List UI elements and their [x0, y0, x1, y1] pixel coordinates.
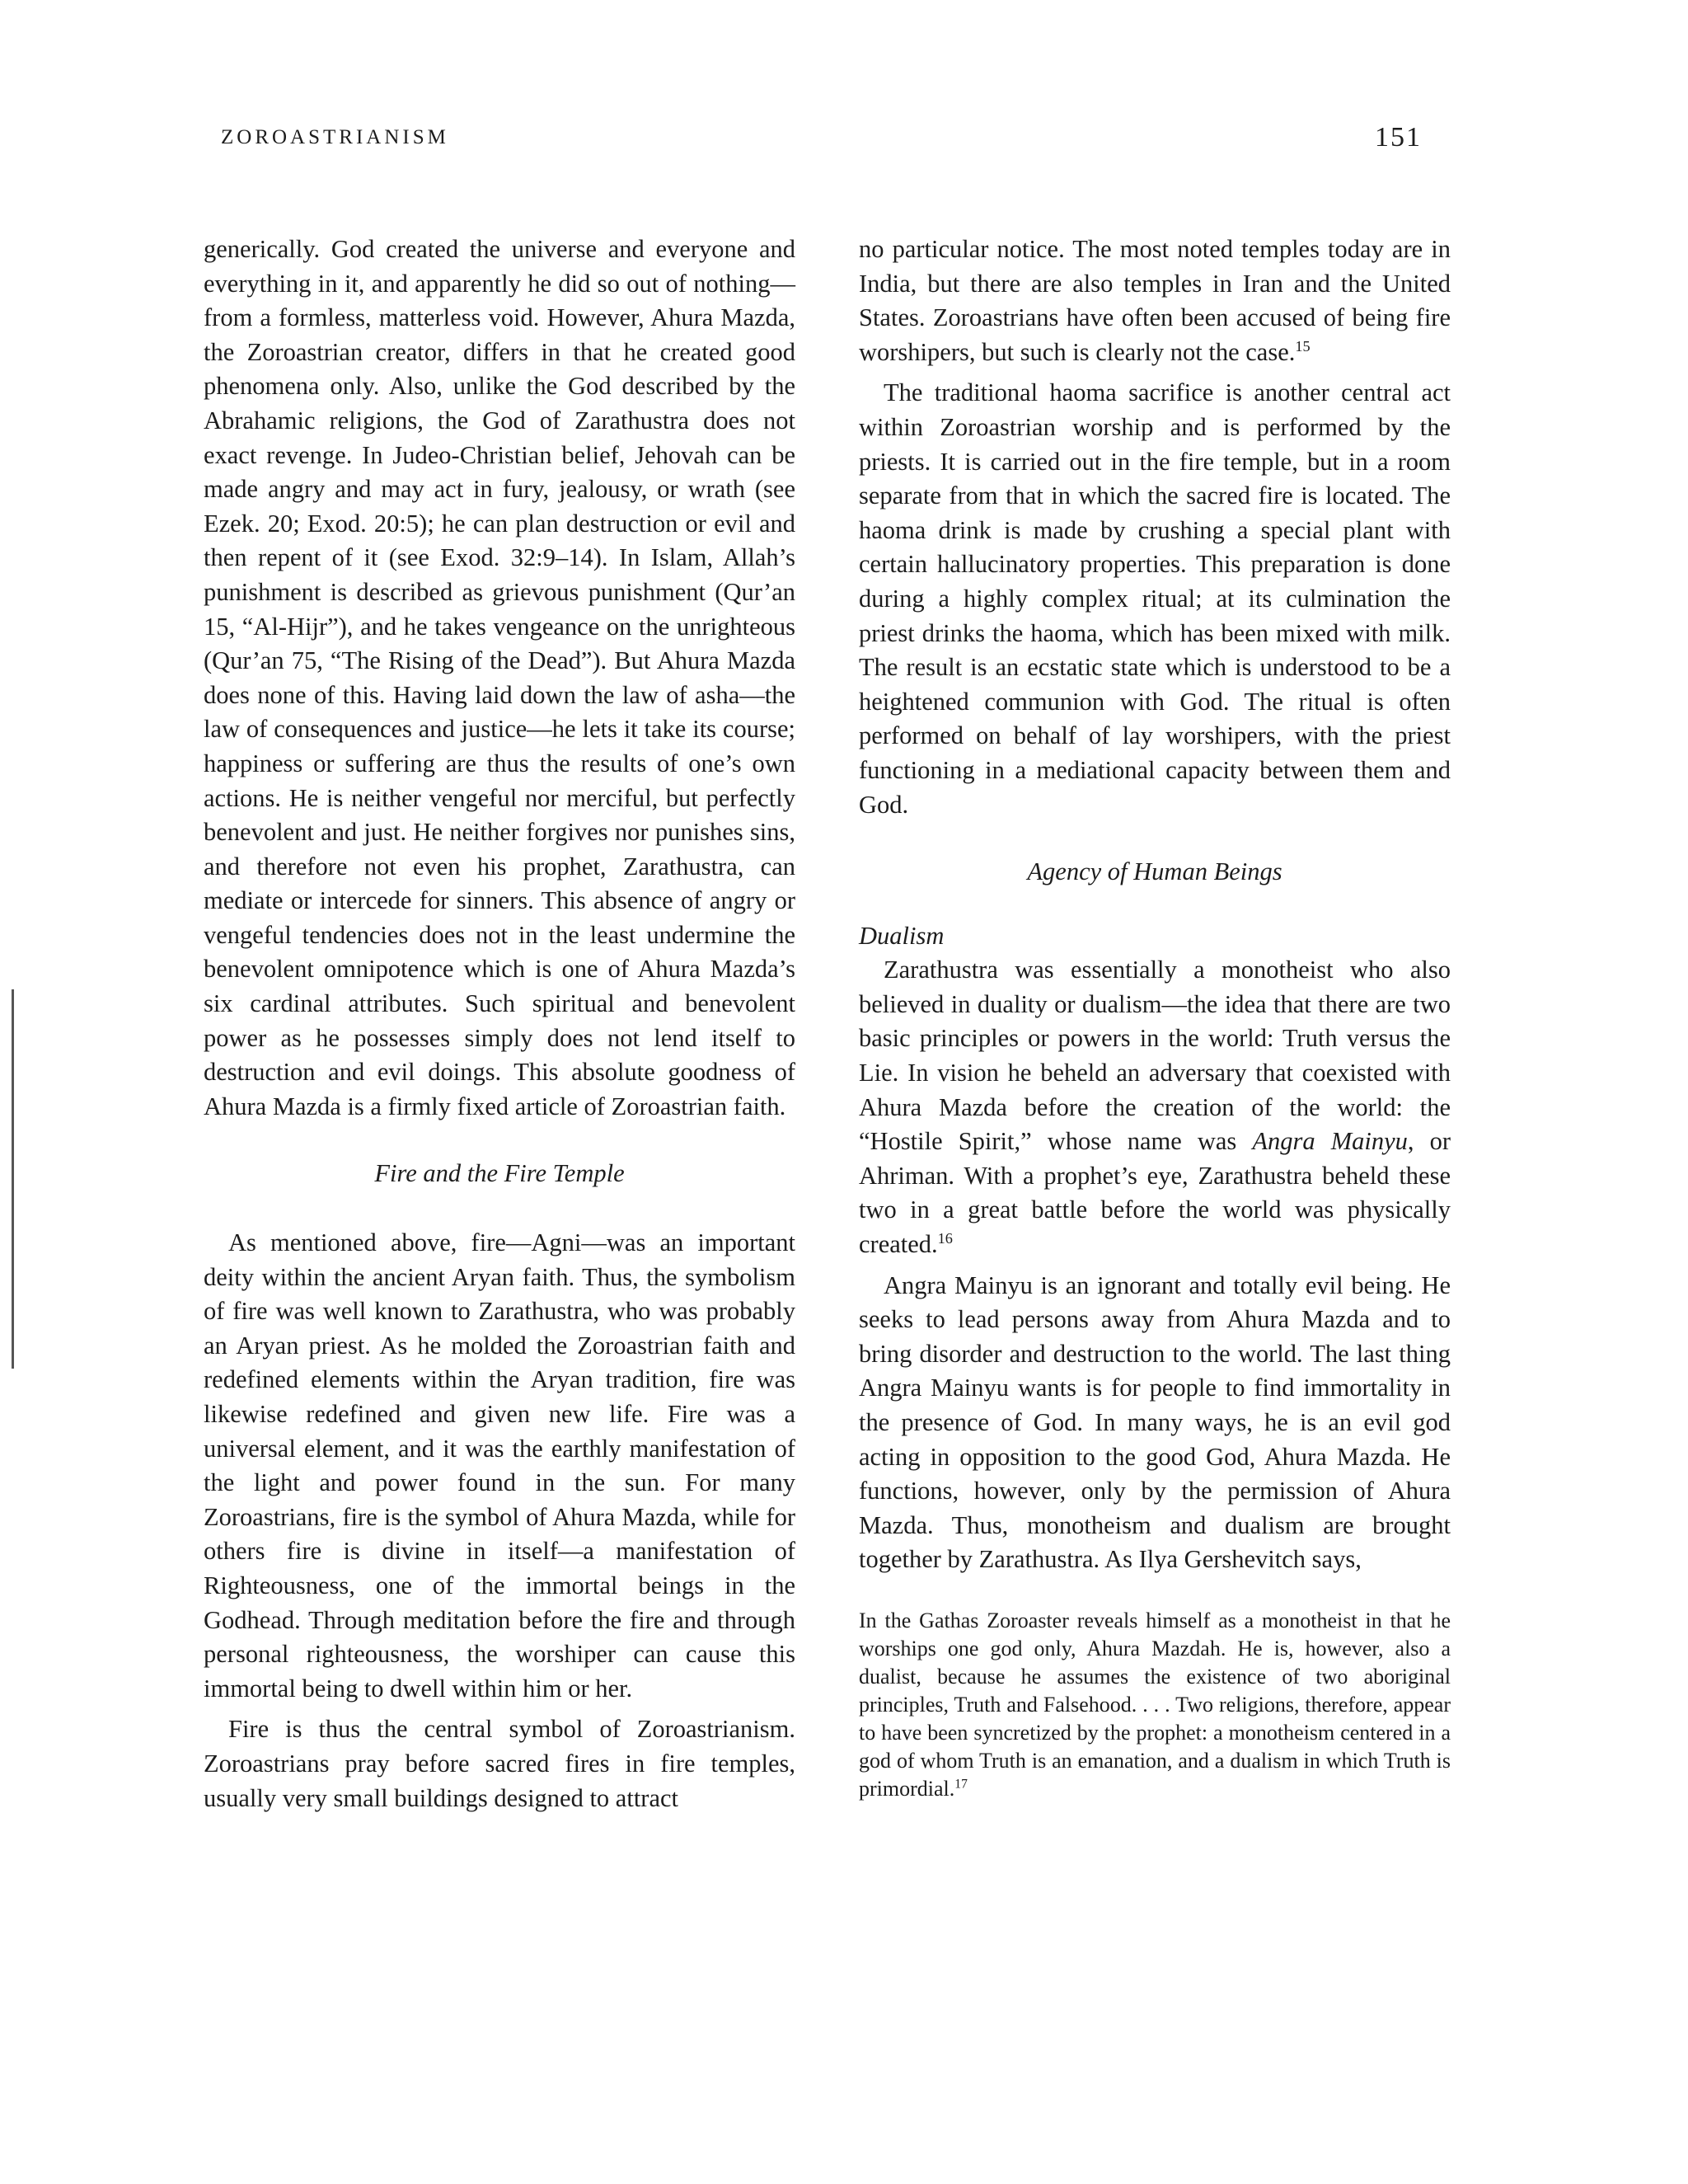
left-column — [204, 232, 795, 1815]
section-heading: Agency of Human Beings — [1027, 857, 1282, 886]
running-head: ZOROASTRIANISM — [221, 126, 449, 148]
footnote-ref: 15 — [1295, 337, 1311, 355]
paragraph: As mentioned above, fire—Agni—was an important deity within the ancient Aryan faith. Thus, the symbolism of fire was well known to Zarathustra, who was probably an Aryan priest. As he molded the Zoroastrian faith and redefined elements within the Aryan tradition, fire was likewise redefined and given new life. Fire was a universal element, and it was the earthly manifestation of the light and power found in the sun. For many Zoroastrians, fire is the symbol of Ahura Mazda, while for others fire is divine in itself—a manifestation of Righteousness, one of the immortal beings in the Godhead. Through meditation before the fire and through personal righteousness, the worshiper can cause this immortal being to dwell within him or her. — [204, 1228, 795, 1703]
paragraph: Fire is thus the central symbol of Zoroastrianism. Zoroastrians pray before sacred fires in fire temples, usually very small buildings designed to attract — [204, 1715, 795, 1812]
footnote-ref: 16 — [937, 1229, 953, 1247]
block-quote — [859, 1607, 1451, 1803]
paragraph-text: Zarathustra was essentially a monotheist who also believed in duality or dualism—the idea that there are two basic principles or powers in the world: Truth versus the Lie. In vision he beheld an adversary that coexisted with Ahura Mazda before the creation of the world: the “Hostile Spirit,” whose name was — [859, 956, 1451, 1156]
italic-term: Angra Mainyu — [1252, 1127, 1408, 1156]
paragraph: Angra Mainyu is an ignorant and totally evil being. He seeks to lead persons away from Ahura Mazda and to bring disorder and destruction to the world. The last thing Angra Mainyu wants is for people to find immortality in the presence of God. In many ways, he is an evil god acting in opposition to the good God, Ahura Mazda. He functions, however, only by the permission of Ahura Mazda. Thus, monotheism and dualism are brought together by Zarathustra. As Ilya Gershevitch says, — [859, 1270, 1451, 1574]
footnote-ref: 17 — [954, 1777, 968, 1792]
page-number: 151 — [1375, 122, 1422, 153]
paragraph-text: , or Ahriman. With a prophet’s eye, Zarathustra beheld these two in a great battle before the world was physically created. — [859, 1127, 1451, 1259]
paragraph — [859, 953, 1451, 1261]
paragraph: The traditional haoma sacrifice is another central act within Zoroastrian worship and is performed by the priests. It is carried out in the fire temple, but in a room separate from that in which the sacred fire is located. The haoma drink is made by crushing a special plant with certain hallucinatory properties. This preparation is done during a highly complex ritual; at its culmination the priest drinks the haoma, which has been mixed with milk. The result is an ecstatic state which is understood to be a heightened communion with God. The ritual is often performed on behalf of lay worshipers, with the priest functioning in a mediational capacity between them and God. — [859, 378, 1451, 819]
right-column — [859, 232, 1451, 1803]
subsection-heading: Dualism — [859, 921, 945, 950]
scan-margin-mark — [12, 989, 14, 1369]
paragraph: generically. God created the universe and everyone and everything in it, and apparently he did so out of nothing—from a formless, matterless void. However, Ahura Mazda, the Zoroastrian creator, differs in that he created good phenomena only. Also, unlike the God described by the Abrahamic religions, the God of Zarathustra does not exact revenge. In Judeo-Christian belief, Jehovah can be made angry and may act in fury, jealousy, or wrath (see Ezek. 20; Exod. 20:5); he can plan destruction or evil and then repent of it (see Exod. 32:9–14). In Islam, Allah’s punishment is described as grievous punishment (Qur’an 15, “Al-Hijr”), and he takes vengeance on the unrighteous (Qur’an 75, “The Rising of the Dead”). But Ahura Mazda does none of this. Having laid down the law of asha—the law of consequences and justice—he lets it take its course; happiness or suffering are thus the results of one’s own actions. He is neither vengeful nor merciful, but perfectly benevolent and just. He neither forgives nor punishes sins, and therefore not even his prophet, Zarathustra, can mediate or intercede for sinners. This absence of angry or vengeful tendencies does not in the least undermine the benevolent omnipotence which is one of Ahura Mazda’s six cardinal attributes. Such spiritual and benevolent power as he possesses simply does not lend itself to destruction and evil doings. This absolute goodness of Ahura Mazda is a firmly fixed article of Zoroastrian faith. — [204, 235, 795, 1120]
quote-text: In the Gathas Zoroaster reveals himself as a monotheist in that he worships one god only, Ahura Mazdah. He is, however, also a dualist, because he assumes the existence of two aboriginal principles, Truth and Falsehood. . . . Two religions, therefore, appear to have been syncretized by the prophet: a monotheism centered in a god of whom Truth is an emanation, and a dualism in which Truth is primordial. — [859, 1608, 1451, 1801]
section-heading: Fire and the Fire Temple — [374, 1159, 625, 1188]
paragraph — [859, 232, 1451, 369]
paragraph-text: no particular notice. The most noted temples today are in India, but there are also temples in Iran and the United States. Zoroastrians have often been accused of being fire worshipers, but such is clearly not the case. — [859, 235, 1451, 366]
